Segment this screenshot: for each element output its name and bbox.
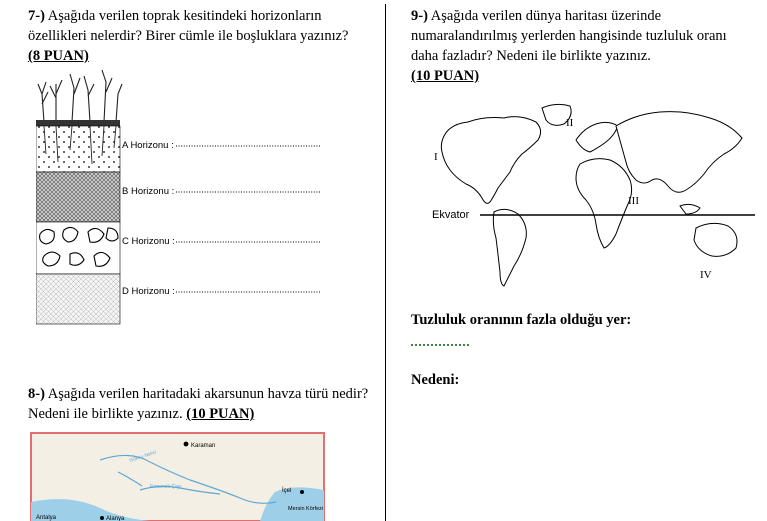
alanya-marker — [100, 516, 104, 520]
world-map — [410, 88, 755, 298]
question-7 — [28, 6, 373, 66]
north-america — [441, 117, 540, 204]
a-horizon-layer — [36, 126, 120, 172]
answer-lines — [176, 146, 321, 292]
question-8-text: Aşağıda verilen haritadaki akarsunun havza türü nedir? Nedeni ile birlikte yazınız. — [28, 386, 369, 422]
river-basin-map — [30, 432, 325, 521]
a-horizon-label: A Horizonu : — [122, 140, 174, 151]
column-divider — [385, 4, 386, 521]
question-9-text: Aşağıda verilen dünya haritası üzerinde numaralandırılmış yerlerden hangisinde tuzluluk oranı daha fazladır? Nedeni ile birlikte yazınız. — [411, 8, 727, 64]
b-horizon-layer — [36, 172, 120, 222]
continents — [441, 104, 742, 286]
soil-profile-figure — [36, 64, 336, 326]
question-9-number: 9-) — [411, 8, 428, 24]
d-horizon-layer — [36, 274, 120, 324]
alanya-label: Alanya — [106, 516, 125, 521]
answer-dots[interactable] — [411, 342, 469, 346]
question-8-points: (10 PUAN) — [186, 406, 255, 422]
question-7-points: (8 PUAN) — [28, 48, 89, 64]
equator-label: Ekvator — [432, 209, 470, 221]
salinity-place-label: Tuzluluk oranının fazla olduğu yer: — [411, 312, 632, 328]
region-iii-label: III — [628, 195, 639, 207]
region-ii-label: II — [566, 117, 574, 129]
indonesia — [680, 204, 700, 214]
ermenek-label: Ermenek Çayı — [150, 484, 182, 490]
question-9-points: (10 PUAN) — [411, 68, 480, 84]
question-7-number: 7-) — [28, 8, 45, 24]
karaman-marker — [184, 442, 189, 447]
goksu-label: Göksu Nehri — [128, 449, 158, 464]
question-9 — [411, 6, 731, 86]
d-horizon-label: D Horizonu : — [122, 286, 175, 297]
region-i-label: I — [434, 151, 438, 163]
mersin-label: Mersin Körfezi — [288, 506, 324, 512]
question-8-number: 8-) — [28, 386, 45, 402]
question-8 — [28, 384, 373, 424]
question-7-text: Aşağıda verilen toprak kesitindeki horizonların özellikleri nelerdir? Birer cümle ile boşluklara yazınız? — [28, 8, 349, 44]
b-horizon-label: B Horizonu : — [122, 186, 175, 197]
europe — [576, 122, 618, 152]
antalya-label: Antalya — [36, 515, 57, 521]
australia — [694, 223, 737, 256]
asia — [616, 112, 742, 193]
organic-layer — [36, 120, 120, 126]
south-america — [493, 209, 526, 286]
region-iv-label: IV — [700, 269, 712, 281]
icel-marker — [300, 490, 304, 494]
africa — [576, 159, 632, 248]
karaman-label: Karaman — [191, 443, 216, 449]
reason-label: Nedeni: — [411, 372, 460, 388]
icel-label: İçel — [282, 488, 292, 494]
c-horizon-label: C Horizonu : — [122, 236, 175, 247]
plant-roots — [38, 70, 122, 122]
